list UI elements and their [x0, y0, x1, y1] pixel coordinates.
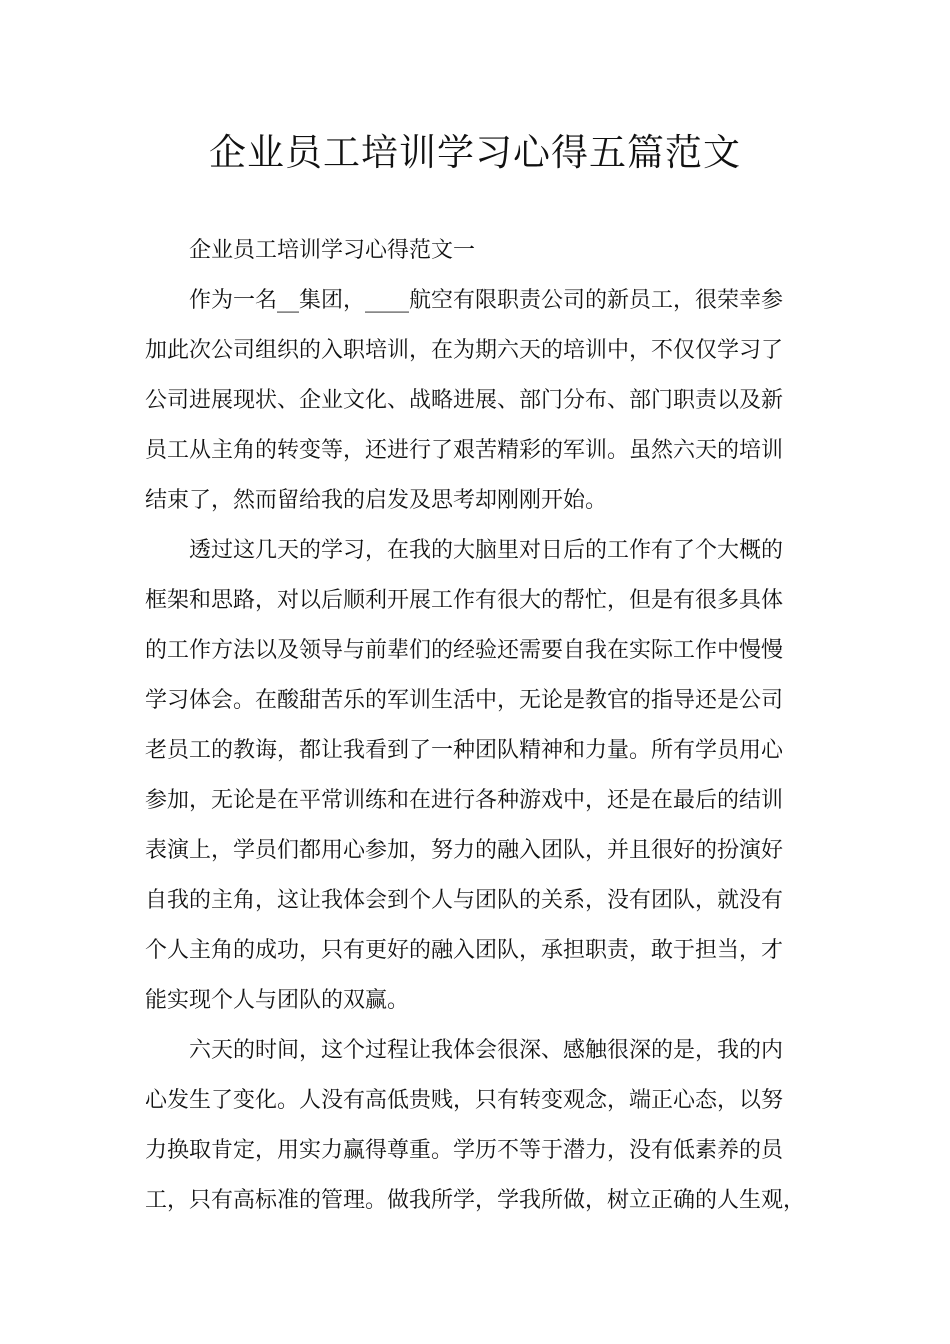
paragraph-2-line-10: 能实现个人与团队的双赢。 [145, 988, 410, 1013]
paragraph-3-line-4: 工，只有高标准的管理。做我所学，学我所做，树立正确的人生观， [145, 1188, 806, 1213]
paragraph-2-line-5: 老员工的教诲，都让我看到了一种团队精神和力量。所有学员用心 [145, 738, 784, 763]
paragraph-3-line-3: 力换取肯定，用实力赢得尊重。学历不等于潜力，没有低素养的员 [145, 1138, 784, 1163]
paragraph-2-line-2: 框架和思路，对以后顺利开展工作有很大的帮忙，但是有很多具体 [145, 588, 784, 613]
paragraph-2-line-1: 透过这几天的学习，在我的大脑里对日后的工作有了个大概的 [189, 538, 784, 563]
paragraph-2-line-3: 的工作方法以及领导与前辈们的经验还需要自我在实际工作中慢慢 [145, 638, 784, 663]
section-heading: 企业员工培训学习心得范文一 [189, 238, 476, 263]
paragraph-2-line-8: 自我的主角，这让我体会到个人与团队的关系，没有团队，就没有 [145, 888, 784, 913]
paragraph-1-line-1: 作为一名__集团，____航空有限职责公司的新员工，很荣幸参 [189, 288, 784, 313]
paragraph-1-line-5: 结束了，然而留给我的启发及思考却刚刚开始。 [145, 488, 608, 513]
paragraph-2-line-7: 表演上，学员们都用心参加，努力的融入团队，并且很好的扮演好 [145, 838, 784, 863]
paragraph-1-line-4: 员工从主角的转变等，还进行了艰苦精彩的军训。虽然六天的培训 [145, 438, 784, 463]
paragraph-3-line-1: 六天的时间，这个过程让我体会很深、感触很深的是，我的内 [189, 1038, 784, 1063]
document-title: 企业员工培训学习心得五篇范文 [209, 131, 741, 174]
paragraph-1-line-2: 加此次公司组织的入职培训，在为期六天的培训中，不仅仅学习了 [145, 338, 784, 363]
paragraph-2-line-4: 学习体会。在酸甜苦乐的军训生活中，无论是教官的指导还是公司 [145, 688, 784, 713]
paragraph-1-line-3: 公司进展现状、企业文化、战略进展、部门分布、部门职责以及新 [145, 388, 784, 413]
paragraph-2-line-6: 参加，无论是在平常训练和在进行各种游戏中，还是在最后的结训 [145, 788, 784, 813]
paragraph-3-line-2: 心发生了变化。人没有高低贵贱，只有转变观念，端正心态，以努 [145, 1088, 784, 1113]
paragraph-2-line-9: 个人主角的成功，只有更好的融入团队，承担职责，敢于担当，才 [145, 938, 784, 963]
